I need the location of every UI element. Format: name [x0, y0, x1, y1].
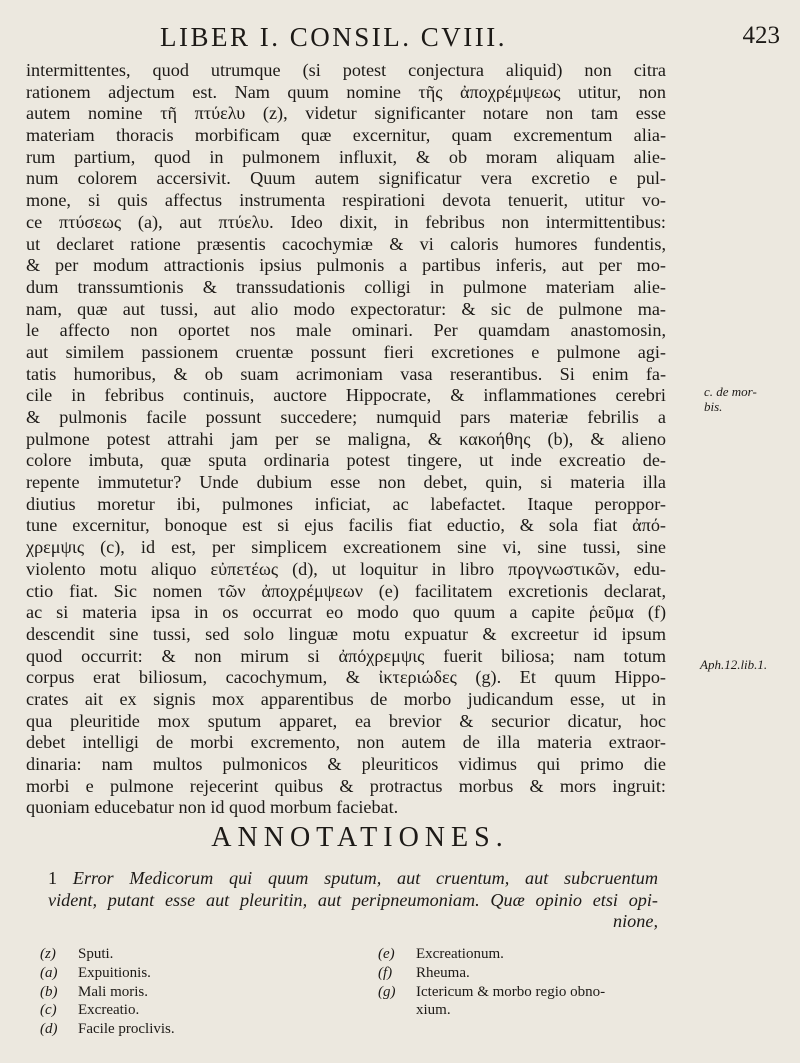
- glossary-text: Excreationum.: [416, 946, 504, 962]
- glossary-entry: [40, 945, 340, 964]
- glossary-key: (a): [40, 964, 58, 981]
- body-line: descendit sine tussi, sed solo linguæ motu expuatur & excreetur id ipsum: [26, 623, 666, 644]
- glossary-column-left: [40, 945, 340, 1039]
- glossary-key: (g): [378, 983, 396, 1000]
- glossary-entry: [40, 1020, 340, 1039]
- margin-note-aphorism: Aph.12.lib.1.: [700, 657, 768, 672]
- glossary-entry: [40, 983, 340, 1002]
- body-line: quod occurrit: & non mirum si ἀπόχρεμψις fuerit biliosa; nam totum: [26, 645, 666, 666]
- body-line: qua pleuritide mox sputum apparet, ea brevior & securior dicatur, hoc: [26, 710, 666, 731]
- body-line: autem nomine τῆ πτύελυ (z), videtur significanter notare non tam esse: [26, 103, 666, 124]
- body-line: nam, quæ aut tussi, aut alio modo expectoratur: & sic de pulmone ma-: [26, 298, 666, 319]
- body-text: [26, 60, 666, 819]
- body-line: violento motu aliquo εὐπετέως (d), ut loquitur in libro προγνωστικῶν, edu-: [26, 558, 666, 579]
- glossary-entry: [378, 945, 668, 964]
- glossary-text: Expuitionis.: [78, 964, 151, 981]
- glossary-text: Ictericum & morbo regio obno-: [416, 983, 606, 1000]
- body-line: ut declaret ratione præsentis cacochymiæ & vi caloris humores fundentis,: [26, 233, 666, 254]
- annotation-number: 1: [48, 868, 58, 888]
- annotation-line: vident, putant esse aut pleuritin, aut peripneumoniam. Quæ opinio etsi opi-: [48, 889, 658, 910]
- glossary-text: Sputi.: [78, 946, 114, 962]
- glossary-column-right: [378, 945, 668, 1020]
- body-line: & per modum attractionis ipsius pulmonis a partibus inferis, aut per mo-: [26, 255, 666, 276]
- body-line: quoniam educebatur non id quod morbum faciebat.: [26, 797, 399, 818]
- glossary-key: (z): [40, 946, 56, 962]
- body-line: le affecto non oportet nos male ominari. Per quamdam anastomosin,: [26, 320, 666, 341]
- glossary-key: (b): [40, 983, 58, 1000]
- annotation-paragraph: [48, 868, 658, 933]
- margin-note-line: c. de mor-: [704, 384, 757, 399]
- body-line: tune excernitur, bonoque est si ejus facilis fiat eductio, & sola fiat ἀπό-: [26, 515, 666, 536]
- body-line: materiam thoracis morbificam quæ excernitur, quam excrementum alia-: [26, 125, 666, 146]
- body-line: crates ait ex signis mox apparentibus de morbo judicandum esse, ut in: [26, 688, 666, 709]
- glossary-key: (c): [40, 1002, 57, 1019]
- glossary-text: Facile proclivis.: [78, 1021, 175, 1038]
- body-line: rum partium, quod in pulmonem influxit, & ob moram aliquam alie-: [26, 146, 666, 167]
- glossary-text: Mali moris.: [78, 983, 148, 1000]
- margin-note-line: bis.: [704, 399, 723, 414]
- body-line: ce πτύσεως (a), aut πτύελυ. Ideo dixit, in febribus non intermittentibus:: [26, 211, 666, 232]
- glossary-entry: [40, 1001, 340, 1020]
- body-line: tatis humoribus, & ob suam acrimoniam vasa reserantibus. Si enim fa-: [26, 363, 666, 384]
- body-line: corpus erat biliosum, cacochymum, & ἰκτεριώδες (g). Et quum Hippo-: [26, 667, 666, 688]
- annotation-line: nione,: [613, 911, 658, 932]
- glossary-text: Rheuma.: [416, 964, 470, 981]
- glossary-entry: [378, 964, 668, 983]
- body-line: aut similem passionem cruentæ possunt fieri excretiones e pulmone agi-: [26, 341, 666, 362]
- body-line: repente immutetur? Unde dubium esse non debet, quin, si materia illa: [26, 472, 666, 493]
- glossary-key: (f): [378, 964, 393, 981]
- body-line: pulmone potest attrahi jam per se maligna, & κακοήθης (b), & alieno: [26, 428, 666, 449]
- running-header: [150, 22, 780, 56]
- body-line: colore imbuta, quæ sputa ordinaria potest tingere, ut inde excreatio de-: [26, 450, 666, 471]
- margin-note-reference: [704, 384, 757, 414]
- glossary-key: (e): [378, 946, 395, 962]
- glossary-text: xium.: [416, 1002, 451, 1019]
- body-line: ctio fiat. Sic nomen τῶν ἀποχρέμψεων (e) facilitatem excretionis declarat,: [26, 580, 666, 601]
- running-title: LIBER I. CONSIL. CVIII.: [160, 22, 507, 52]
- body-line: diutius moretur ibi, pulmones inficiat, ac labefactet. Itaque peroppor-: [26, 493, 666, 514]
- body-line: intermittentes, quod utrumque (si potest conjectura aliquid) non citra: [26, 60, 666, 80]
- body-line: rationem adjectum est. Nam quum nomine τῆς ἀποχρέμψεως utitur, non: [26, 81, 666, 102]
- glossary-text: Excreatio.: [78, 1002, 140, 1019]
- glossary-entry: [378, 983, 668, 1002]
- body-line: cile in febribus continuis, auctore Hippocrate, & inflammationes cerebri: [26, 385, 666, 406]
- body-line: debet intelligi de morbi excremento, non autem de illa materia extraor-: [26, 732, 666, 753]
- body-line: morbi e pulmone rejecerint quibus & protractus morbus & mors ingruit:: [26, 775, 666, 796]
- section-title: ANNOTATIONES.: [211, 822, 509, 853]
- body-line: mone, si quis affectus instrumenta respirationi devota tenuerit, utitur vo-: [26, 190, 666, 211]
- glossary-entry: [378, 1001, 668, 1020]
- glossary-key: (d): [40, 1021, 58, 1038]
- page-number: 423: [742, 22, 780, 49]
- glossary-entry: [40, 964, 340, 983]
- body-line: χρεμψις (c), id est, per simplicem excreationem sine vi, sine tussi, sine: [26, 537, 666, 558]
- body-line: dinaria: nam multos pulmonicos & pleuriticos vidimus qui primo die: [26, 754, 666, 774]
- body-line: dum transsumtionis & transsudationis colligi in pulmone materiam alie-: [26, 276, 666, 297]
- body-line: num colorem accersivit. Quum autem significatur vera excretio e pul-: [26, 168, 666, 189]
- annotation-line: 1 Error Medicorum qui quum sputum, aut cruentum, aut subcruentum: [48, 868, 659, 888]
- body-line: & pulmonis facile possunt succedere; numquid pars materiæ febrilis a: [26, 407, 666, 427]
- body-line: ac si materia ipsa in os occurrat eo modo quo quum a capite ῥεῦμα (f): [26, 602, 666, 623]
